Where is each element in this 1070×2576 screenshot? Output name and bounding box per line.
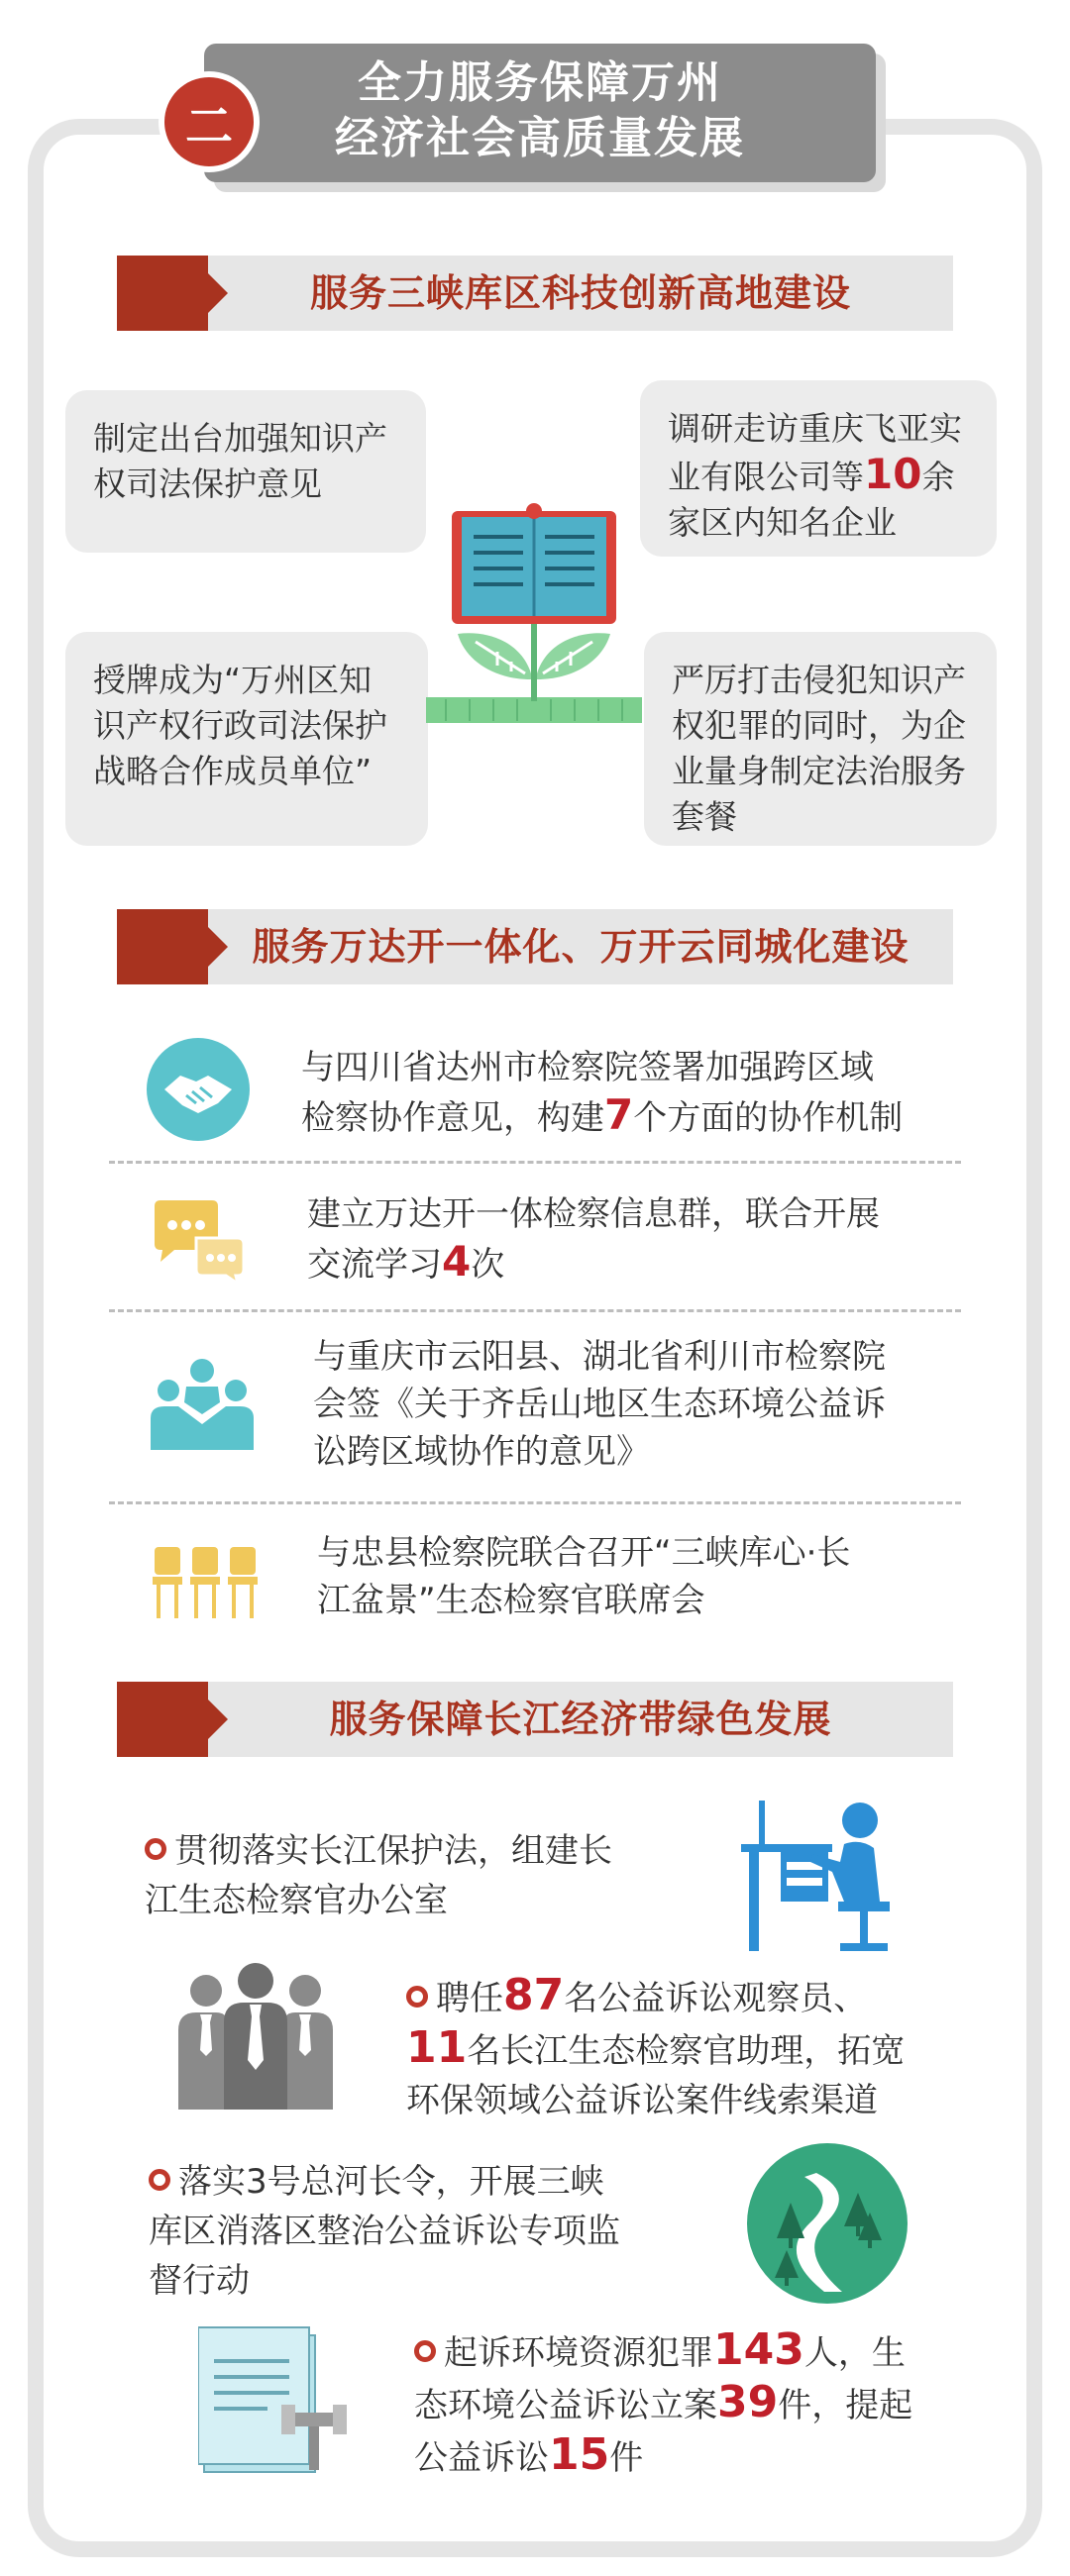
list-item-text-4 [317,1529,991,1624]
bullet-item-4 [414,2325,999,2483]
section-header-marker [117,256,208,331]
info-box-text: 制定出台加强知识产权司法保护意见 [93,419,387,503]
stat-number: 87 [503,1970,565,2020]
text-line: 交流学习 [307,1245,442,1285]
text-line: 贯彻落实长江保护法，组建长 [174,1831,612,1871]
bullet-ring-icon [406,1986,428,2008]
info-box-top-right [640,380,997,557]
bullet-item-1 [145,1826,699,1925]
info-box-text: 调研走访重庆飞亚实业有限公司等 [668,409,962,496]
text-line: 与重庆市云阳县、湖北省利川市检察院 [313,1337,886,1377]
info-box-text: 授牌成为“万州区知识产权行政司法保护战略合作成员单位” [93,661,387,790]
book-plant-icon [426,503,642,731]
bullet-item-3 [149,2157,703,2306]
section-header-marker [117,1682,208,1757]
dashed-divider [109,1501,961,1504]
dashed-divider [109,1161,961,1164]
handshake-icon [147,1038,250,1141]
text-line: 个方面的协作机制 [633,1098,904,1138]
list-item-text-2 [307,1190,991,1288]
text-line: 建立万达开一体检察信息群，联合开展 [307,1194,880,1234]
text-line: 公益诉讼 [414,2438,549,2478]
info-box-top-left [65,390,426,553]
business-people-icon [176,1961,335,2110]
section-header-marker [117,909,208,984]
stat-number: 4 [442,1237,472,1286]
office-worker-icon [741,1799,896,1957]
text-line: 件，提起 [778,2386,913,2425]
dashed-divider [109,1309,961,1312]
section-header-1 [117,256,953,331]
info-box-bottom-right [644,632,997,846]
info-box-text: 严厉打击侵犯知识产权犯罪的同时，为企业量身制定法治服务套餐 [672,661,966,836]
section-title: 服务万达开一体化、万开云同城化建设 [252,925,910,969]
text-line: 江生态检察官办公室 [145,1881,448,1920]
text-line: 落实3号总河长令，开展三峡 [178,2162,604,2202]
text-line: 环保领域公益诉讼案件线索渠道 [406,2081,878,2120]
list-item-text-3 [313,1333,987,1476]
list-item-text-1 [301,1044,995,1142]
text-line: 督行动 [149,2261,250,2301]
section-title: 服务保障长江经济带绿色发展 [329,1698,832,1741]
text-line: 聘任 [436,1979,503,2018]
stat-number: 11 [406,2022,468,2073]
text-line: 次 [471,1245,505,1285]
chat-bubbles-icon [151,1198,246,1284]
group-meeting-icon [151,1357,254,1452]
text-line: 会签《关于齐岳山地区生态环境公益诉 [313,1385,886,1424]
page-title [204,55,876,166]
stat-number: 39 [717,2377,779,2427]
text-line: 人，生 [803,2333,906,2373]
bullet-ring-icon [149,2169,170,2191]
section-header-2 [117,909,953,984]
text-line: 名公益诉讼观察员、 [564,1979,868,2018]
section-header-3 [117,1682,953,1757]
stat-number: 10 [864,450,922,498]
chairs-icon [153,1545,262,1620]
stat-number: 15 [549,2429,610,2480]
text-line: 讼跨区域协作的意见》 [313,1432,650,1472]
document-gavel-icon [198,2321,353,2476]
title-line-2: 经济社会高质量发展 [335,113,745,163]
info-box-text: 余家区内知名企业 [668,458,955,542]
bullet-ring-icon [145,1838,166,1860]
text-line: 与四川省达州市检察院签署加强跨区域 [301,1048,874,1087]
stat-number: 143 [713,2324,804,2375]
info-box-bottom-left [65,632,428,846]
text-line: 件 [609,2438,644,2478]
stat-number: 7 [604,1090,634,1139]
text-line: 态环境公益诉讼立案 [414,2386,717,2425]
text-line: 与忠县检察院联合召开“三峡库心·长 [317,1533,851,1573]
text-line: 起诉环境资源犯罪 [444,2333,713,2373]
section-title: 服务三峡库区科技创新高地建设 [309,271,851,315]
text-line: 检察协作意见，构建 [301,1098,604,1138]
text-line: 江盆景”生态检察官联席会 [317,1581,705,1620]
text-line: 名长江生态检察官助理，拓宽 [467,2031,906,2071]
section-number-badge: 二 [164,77,254,166]
bullet-ring-icon [414,2340,436,2362]
bullet-item-2 [406,1971,991,2125]
river-trees-icon [747,2143,908,2304]
title-line-1: 全力服务保障万州 [358,57,722,108]
text-line: 库区消落区整治公益诉讼专项监 [149,2212,620,2251]
